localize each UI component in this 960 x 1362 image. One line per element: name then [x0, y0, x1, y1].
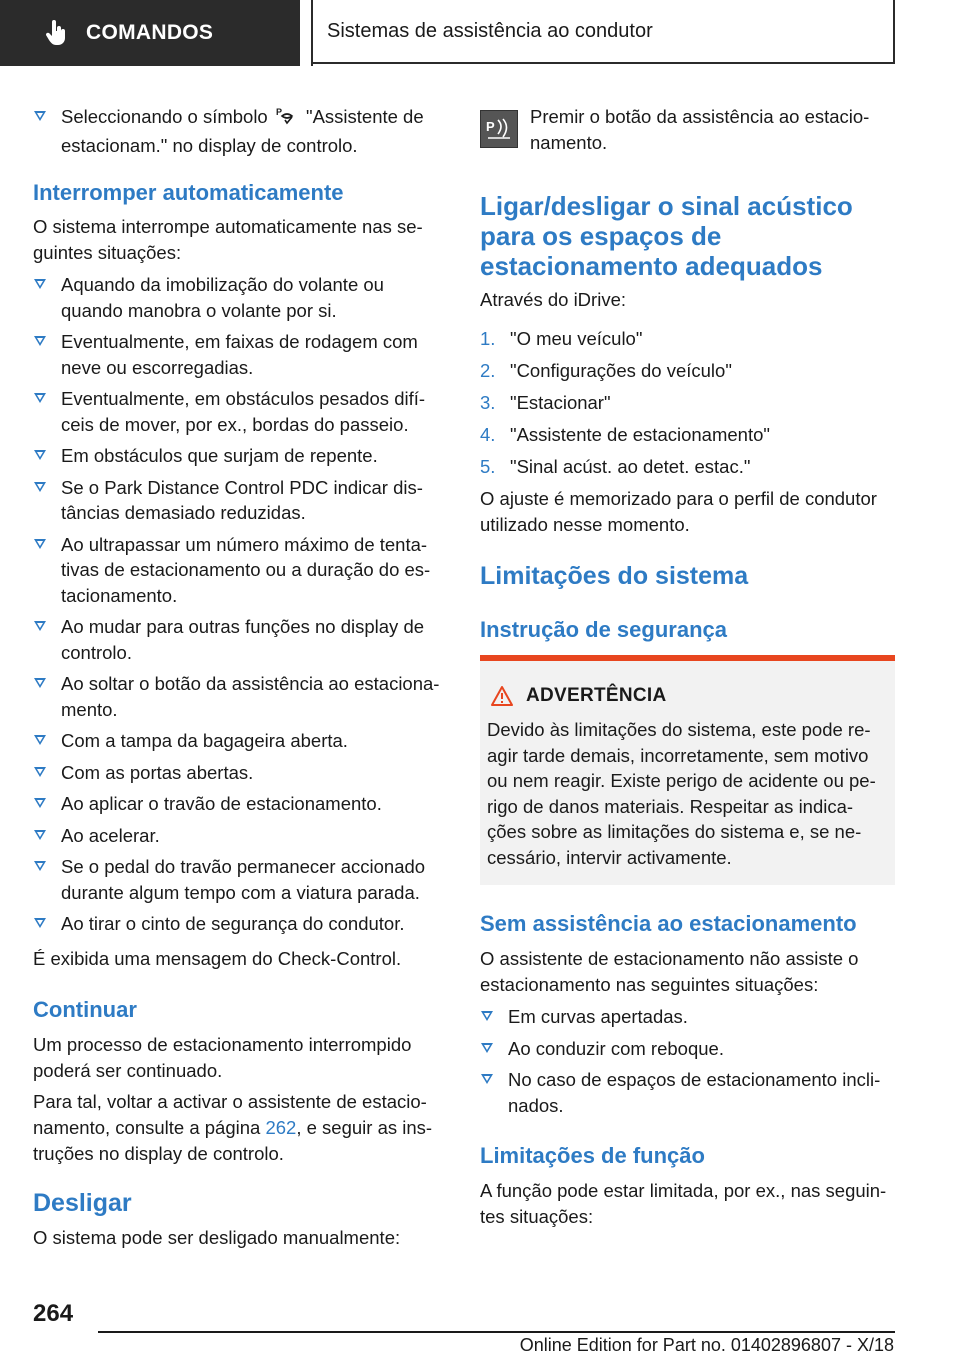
warning-line: ou nem reagir. Existe perigo de acidente ou pe- — [487, 770, 876, 791]
heading-interromper: Interromper automaticamente — [33, 180, 344, 205]
paragraph: O sistema interrompe automaticamente nas se- — [33, 216, 423, 237]
warning-triangle-icon — [490, 685, 514, 707]
bullet-text: durante algum tempo com a viatura parada. — [61, 881, 420, 903]
bullet-text: No caso de espaços de estacionamento incli- — [508, 1069, 881, 1090]
list-item — [33, 728, 445, 754]
bullet-triangle-icon — [34, 918, 46, 928]
bullet-triangle-icon — [481, 1011, 493, 1021]
warning-line: Devido às limitações do sistema, este pode re- — [487, 719, 871, 740]
bullet-text: Eventualmente, em obstáculos pesados difí- — [61, 388, 426, 409]
bullet-text: Ao tirar o cinto de segurança do condutor. — [61, 913, 405, 934]
no-assist-list — [480, 1004, 895, 1124]
bullet-text: Ao soltar o botão da assistência ao estaciona- — [61, 673, 440, 694]
list-item — [33, 911, 445, 937]
paragraph: Para tal, voltar a activar o assistente de estacio- — [33, 1091, 427, 1112]
bullet-triangle-icon — [34, 678, 46, 688]
bullet-triangle-icon — [34, 482, 46, 492]
list-item — [480, 422, 895, 448]
paragraph: Premir o botão da assistência ao estacio- — [530, 106, 870, 127]
paragraph-text: , e seguir as ins- — [296, 1117, 433, 1138]
svg-text:P: P — [275, 107, 282, 117]
step-text: "Configurações do veículo" — [510, 360, 732, 381]
bullet-triangle-icon — [34, 830, 46, 840]
warning-text — [487, 717, 891, 870]
step-text: "Sinal acúst. ao detet. estac." — [510, 456, 751, 477]
bullet-text: tâncias demasiado reduzidas. — [61, 502, 306, 523]
warning-header — [490, 685, 667, 707]
bullet-text: Ao ultrapassar um número máximo de tenta- — [61, 533, 428, 555]
step-number: 4. — [480, 424, 496, 445]
hand-pointer-icon — [36, 20, 76, 46]
page-number: 264 — [33, 1300, 74, 1327]
footer-edition: Online Edition for Part no. 01402896807 - X/18 — [519, 1335, 894, 1355]
list-item — [33, 443, 445, 469]
paragraph: O sistema pode ser desligado manualmente: — [33, 1227, 401, 1248]
bullet-triangle-icon — [34, 279, 46, 289]
list-item — [33, 475, 445, 526]
heading-ligar: Ligar/desligar o sinal acústico — [480, 191, 853, 221]
warning-line: rigo de danos materiais. Respeitar as indica- — [487, 795, 854, 817]
bullet-text: mento. — [61, 698, 118, 720]
list-item — [33, 329, 445, 380]
bullet-text: "Assistente de — [306, 106, 424, 127]
paragraph: guintes situações: — [33, 242, 182, 263]
heading-ligar: estacionamento adequados — [480, 251, 823, 281]
bullet-text: controlo. — [61, 641, 132, 663]
warning-title: ADVERTÊNCIA — [526, 685, 667, 706]
list-item — [33, 854, 445, 905]
list-item — [480, 1067, 895, 1118]
heading-desligar: Desligar — [33, 1189, 132, 1217]
bullet-triangle-icon — [481, 1074, 493, 1084]
paragraph: A função pode estar limitada, por ex., nas seguin- — [480, 1180, 887, 1201]
list-item — [480, 1004, 895, 1030]
bullet-text: estacionam." no display de controlo. — [61, 134, 358, 156]
park-assist-symbol-icon — [273, 106, 301, 133]
bullet-text: Ao acelerar. — [61, 824, 160, 846]
heading-continuar: Continuar — [33, 997, 137, 1022]
step-text: "Estacionar" — [510, 392, 611, 413]
bullet-triangle-icon — [34, 111, 46, 121]
paragraph-text: namento, consulte a página — [33, 1117, 266, 1138]
header-chapter-title: Sistemas de assistência ao condutor — [327, 19, 653, 42]
header-section-title: COMANDOS — [86, 21, 214, 44]
bullet-text: Ao mudar para outras funções no display de — [61, 616, 425, 637]
bullet-text: Com a tampa da bagageira aberta. — [61, 730, 348, 751]
list-item — [480, 454, 895, 480]
bullet-triangle-icon — [34, 336, 46, 346]
heading-ligar: para os espaços de — [480, 221, 722, 251]
paragraph: O ajuste é memorizado para o perfil de condutor — [480, 488, 877, 509]
bullet-text: Se o pedal do travão permanecer accionado — [61, 856, 426, 877]
paragraph: O assistente de estacionamento não assiste o — [480, 948, 859, 969]
bullet-text: Eventualmente, em faixas de rodagem com — [61, 331, 418, 352]
bullet-triangle-icon — [481, 1043, 493, 1053]
bullet-text: Em obstáculos que surjam de repente. — [61, 445, 378, 466]
step-text: "O meu veículo" — [510, 328, 643, 349]
list-item — [33, 760, 445, 786]
bullet-text: Ao aplicar o travão de estacionamento. — [61, 793, 382, 814]
heading-limitacoes-funcao: Limitações de função — [480, 1143, 705, 1168]
paragraph-checkcontrol: É exibida uma mensagem do Check-Control. — [33, 948, 402, 969]
bullet-triangle-icon — [34, 450, 46, 460]
list-item — [33, 386, 445, 437]
bullet-text: tivas de estacionamento ou a duração do es- — [61, 559, 431, 580]
paragraph — [33, 1115, 432, 1141]
bullet-text: Aquando da imobilização do volante ou — [61, 274, 384, 295]
step-number: 2. — [480, 360, 496, 381]
bullet-triangle-icon — [34, 539, 46, 549]
list-item — [480, 358, 895, 384]
paragraph: estacionamento nas seguintes situações: — [480, 974, 819, 995]
list-item — [480, 326, 895, 352]
bullet-text: Ao conduzir com reboque. — [508, 1037, 724, 1059]
list-item — [33, 671, 445, 722]
park-assist-button-icon — [480, 110, 518, 148]
paragraph: poderá ser continuado. — [33, 1060, 223, 1081]
bullet-triangle-icon — [34, 621, 46, 631]
interrupt-list — [33, 272, 445, 943]
list-item — [33, 823, 445, 849]
steps-list — [480, 326, 895, 486]
warning-box — [480, 655, 895, 885]
warning-line: cessário, intervir activamente. — [487, 846, 732, 868]
svg-text:P: P — [486, 119, 495, 134]
list-item — [33, 791, 445, 817]
list-item — [480, 390, 895, 416]
bullet-triangle-icon — [34, 393, 46, 403]
warning-line: agir tarde demais, incorretamente, sem motivo — [487, 744, 869, 766]
footer-divider — [98, 1331, 895, 1333]
heading-sem-assistencia: Sem assistência ao estacionamento — [480, 911, 857, 936]
paragraph: Um processo de estacionamento interrompido — [33, 1034, 412, 1055]
step-number: 5. — [480, 456, 496, 477]
header-chapter — [313, 0, 895, 64]
bullet-text: Seleccionando o símbolo — [61, 106, 268, 127]
paragraph: namento. — [530, 132, 608, 153]
bullet-triangle-icon — [34, 767, 46, 777]
list-item — [480, 1036, 895, 1062]
bullet-triangle-icon — [34, 798, 46, 808]
bullet-text: quando manobra o volante por si. — [61, 299, 337, 321]
bullet-text: ceis de mover, por ex., bordas do passeio. — [61, 413, 409, 435]
warning-line: ções sobre as limitações do sistema e, se ne- — [487, 821, 862, 842]
step-text: "Assistente de estacionamento" — [510, 424, 770, 445]
bullet-text: tacionamento. — [61, 584, 178, 606]
bullet-triangle-icon — [34, 735, 46, 745]
paragraph: truções no display de controlo. — [33, 1143, 284, 1164]
list-item — [33, 272, 445, 323]
list-item — [33, 104, 445, 158]
heading-instrucao: Instrução de segurança — [480, 617, 727, 642]
bullet-text: neve ou escorregadias. — [61, 356, 254, 378]
bullet-text: Em curvas apertadas. — [508, 1006, 688, 1027]
bullet-text: Com as portas abertas. — [61, 761, 254, 783]
paragraph: utilizado nesse momento. — [480, 514, 690, 535]
bullet-text: nados. — [508, 1094, 564, 1116]
bullet-text: Se o Park Distance Control PDC indicar dis- — [61, 476, 423, 498]
step-number: 3. — [480, 392, 496, 413]
list-item — [33, 532, 445, 609]
step-number: 1. — [480, 328, 496, 349]
bullet-triangle-icon — [34, 861, 46, 871]
heading-limitacoes: Limitações do sistema — [480, 562, 749, 590]
list-item — [33, 614, 445, 665]
paragraph: Através do iDrive: — [480, 289, 626, 310]
header-section-tab — [0, 0, 300, 66]
paragraph: tes situações: — [480, 1206, 594, 1227]
page-reference-link[interactable]: 262 — [265, 1117, 297, 1138]
